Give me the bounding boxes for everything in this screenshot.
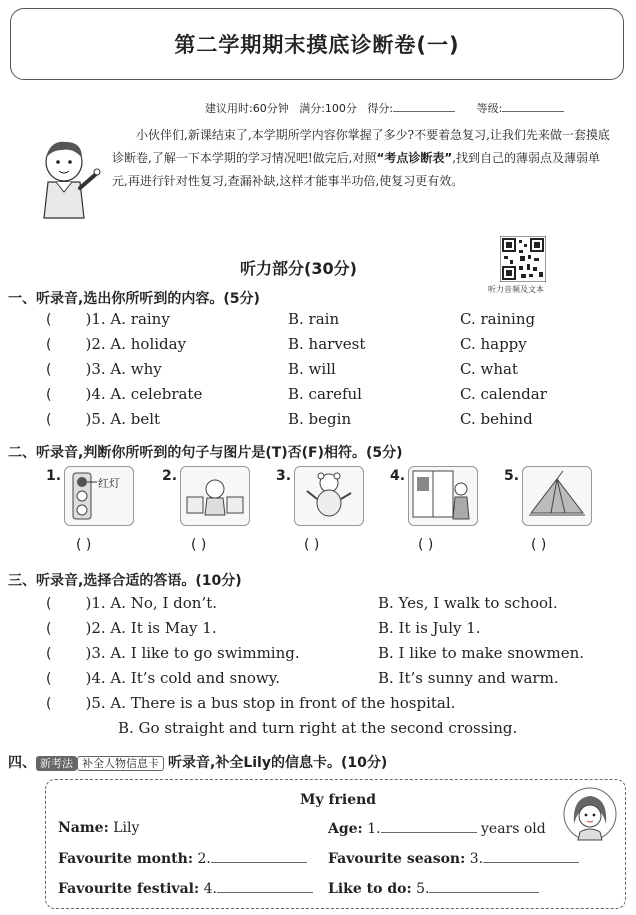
s3-option-a: )5. A. There is a bus stop in front of the hospital.: [85, 694, 456, 712]
answer-paren-1[interactable]: ( ): [76, 537, 92, 553]
s1-option-a: )1. A. rainy: [85, 310, 170, 328]
boy-illustration: [34, 138, 106, 220]
listening-section-title: 听力部分(30分): [240, 259, 357, 278]
answer-paren[interactable]: (: [46, 412, 52, 428]
season-number: 3.: [469, 851, 484, 867]
bear-icon: [295, 467, 363, 525]
s1-item-2: [46, 335, 186, 353]
answer-paren-5[interactable]: ( ): [531, 537, 547, 553]
s3-item-3: [46, 644, 300, 662]
picture-boy-blocks: [180, 466, 250, 526]
s1-option-b: B. harvest: [288, 335, 366, 353]
festival-label: Favourite festival:: [58, 881, 200, 897]
answer-paren[interactable]: (: [46, 646, 52, 662]
s3-option-a: )2. A. It is May 1.: [85, 619, 217, 637]
s1-option-c: C. behind: [460, 410, 533, 428]
answer-paren[interactable]: (: [46, 671, 52, 687]
new-format-tag: 新考法: [36, 756, 77, 771]
s3-option-b: B. I like to make snowmen.: [378, 644, 585, 662]
month-number: 2.: [197, 851, 211, 867]
page-title: 第二学期期末摸底诊断卷(一): [174, 33, 460, 57]
s1-item-3: [46, 360, 162, 378]
s1-option-c: C. calendar: [460, 385, 547, 403]
s3-option-b: B. Yes, I walk to school.: [378, 594, 558, 612]
info-card-tag: 补全人物信息卡: [77, 756, 164, 771]
s1-option-b: B. rain: [288, 310, 340, 328]
s1-option-c: C. what: [460, 360, 518, 378]
time-suggested: 建议用时:60分钟: [205, 102, 289, 115]
like-row: [328, 880, 539, 897]
age-blank[interactable]: [381, 820, 477, 833]
s3-item-2: [46, 619, 217, 637]
intro-paragraph: [112, 124, 614, 193]
age-row: [328, 820, 546, 837]
answer-paren[interactable]: (: [46, 362, 52, 378]
age-suffix: years old: [481, 821, 546, 837]
intro-text-1: 小伙伴们,新课结束了,本学期所学内容你掌握了多少?不要着急复习,让我们先来做一套摸底诊断卷,了解一下本学期的学习情况吧!做完后,对照: [112, 128, 610, 165]
answer-paren[interactable]: (: [46, 337, 52, 353]
s1-option-a: )5. A. belt: [85, 410, 161, 428]
festival-blank[interactable]: [217, 880, 313, 893]
festival-number: 4.: [203, 881, 217, 897]
section3-title: 三、听录音,选择合适的答语。(10分): [8, 573, 242, 589]
name-value: Lily: [113, 820, 140, 836]
season-label: Favourite season:: [328, 851, 466, 867]
section4-prefix: 四、: [8, 755, 36, 771]
s1-option-b: B. will: [288, 360, 336, 378]
title-box: [10, 8, 624, 80]
boy-with-blocks-icon: [181, 467, 249, 525]
section1-title: 一、听录音,选出你所听到的内容。(5分): [8, 291, 260, 307]
s1-option-b: B. careful: [288, 385, 362, 403]
answer-paren[interactable]: (: [46, 387, 52, 403]
season-row: [328, 850, 579, 867]
qr-caption: 听力音频及文本: [488, 285, 544, 294]
answer-paren-3[interactable]: ( ): [304, 537, 320, 553]
month-label: Favourite month:: [58, 851, 193, 867]
answer-paren-2[interactable]: ( ): [191, 537, 207, 553]
s3-option-b: B. It’s sunny and warm.: [378, 669, 559, 687]
section4-title: 听录音,补全Lily的信息卡。(10分): [168, 755, 388, 771]
s1-option-c: C. happy: [460, 335, 527, 353]
answer-paren[interactable]: (: [46, 621, 52, 637]
qr-code-icon[interactable]: [500, 236, 546, 282]
s3-item-4: [46, 669, 280, 687]
like-number: 5.: [416, 881, 430, 897]
pic-number-2: 2.: [162, 468, 178, 484]
s3-item-5: [46, 694, 455, 712]
pic-number-1: 1.: [46, 468, 62, 484]
window-scene-icon: [409, 467, 477, 525]
s3-option-a: )3. A. I like to go swimming.: [85, 644, 300, 662]
s3-option-a: )1. A. No, I don’t.: [85, 594, 218, 612]
s1-option-a: )4. A. celebrate: [85, 385, 203, 403]
like-label: Like to do:: [328, 881, 412, 897]
name-row: [58, 820, 139, 836]
like-blank[interactable]: [429, 880, 539, 893]
tent-icon: [523, 467, 591, 525]
s3-item5-option-b: B. Go straight and turn right at the second crossing.: [118, 719, 518, 737]
pic-number-5: 5.: [504, 468, 520, 484]
age-label: Age:: [328, 821, 363, 837]
s3-option-a: )4. A. It’s cold and snowy.: [85, 669, 281, 687]
festival-row: [58, 880, 313, 897]
answer-paren[interactable]: (: [46, 312, 52, 328]
answer-paren[interactable]: (: [46, 696, 52, 712]
score-blank[interactable]: [393, 101, 455, 112]
section2-title: 二、听录音,判断你所听到的句子与图片是(T)否(F)相符。(5分): [8, 445, 403, 461]
grade-label: 等级:: [476, 102, 503, 115]
pic-number-3: 3.: [276, 468, 292, 484]
section4-title-row: [8, 752, 387, 772]
answer-paren[interactable]: (: [46, 596, 52, 612]
s1-item-5: [46, 410, 160, 428]
picture-traffic-light: [64, 466, 134, 526]
s3-item-1: [46, 594, 217, 612]
age-number: 1.: [367, 821, 381, 837]
s1-option-a: )2. A. holiday: [85, 335, 187, 353]
picture-tent: [522, 466, 592, 526]
picture-window-scene: [408, 466, 478, 526]
pic-number-4: 4.: [390, 468, 406, 484]
girl-avatar: [562, 786, 618, 842]
month-blank[interactable]: [211, 850, 307, 863]
intro-bold: “考点诊断表”: [376, 151, 453, 165]
card-title: My friend: [300, 792, 377, 808]
s3-option-b: B. It is July 1.: [378, 619, 481, 637]
score-label: 得分:: [367, 102, 394, 115]
month-row: [58, 850, 307, 867]
picture-bear: [294, 466, 364, 526]
name-label: Name:: [58, 820, 109, 836]
s1-item-1: [46, 310, 170, 328]
answer-paren-4[interactable]: ( ): [418, 537, 434, 553]
intro-text-2: ,找到自己的薄弱点及薄弱单元,再进行针对性复习,查漏补缺,这样才能事半功倍,使复习更有效。: [112, 151, 601, 188]
s1-option-b: B. begin: [288, 410, 352, 428]
s1-item-4: [46, 385, 202, 403]
red-light-label: 红灯: [98, 477, 120, 490]
full-score: 满分:100分: [299, 102, 357, 115]
grade-blank[interactable]: [502, 101, 564, 112]
s1-option-c: C. raining: [460, 310, 536, 328]
s1-option-a: )3. A. why: [85, 360, 162, 378]
season-blank[interactable]: [483, 850, 579, 863]
exam-meta: [205, 100, 564, 116]
